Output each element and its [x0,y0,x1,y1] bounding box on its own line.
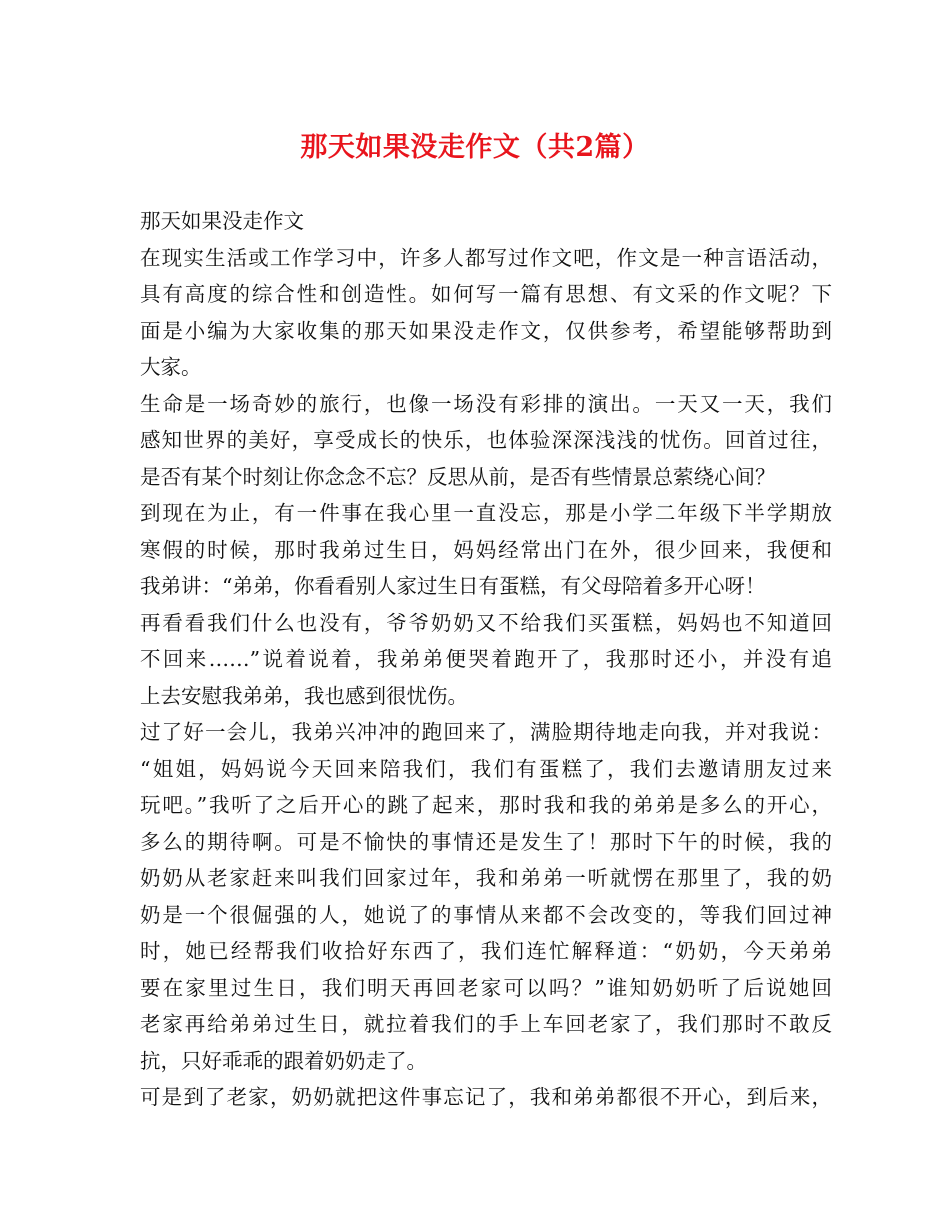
body-line: 过了好一会儿，我弟兴冲冲的跑回来了，满脸期待地走向我，并对我说： [140,720,832,744]
document-title: 那天如果没走作文（共2篇） [300,132,650,163]
body-line: 再看看我们什么也没有，爷爷奶奶又不给我们买蛋糕，妈妈也不知道回 [140,610,832,635]
body-line: 感知世界的美好，享受成长的快乐，也体验深深浅浅的忧伤。回首过往， [140,428,832,452]
body-line: 奶是一个很倔强的人，她说了的事情从来都不会改变的，等我们回过神 [140,902,832,927]
body-line: 玩吧。”我听了之后开心的跳了起来，那时我和我的弟弟是多么的开心， [140,793,832,817]
body-line: 要在家里过生日，我们明天再回老家可以吗？”谁知奶奶听了后说她回 [140,975,832,1000]
body-line: 奶奶从老家赶来叫我们回家过年，我和弟弟一听就愣在那里了，我的奶 [140,866,832,890]
body-line: 是否有某个时刻让你念念不忘？反思从前，是否有些情景总萦绕心间？ [140,464,776,489]
body-line: 寒假的时候，那时我弟过生日，妈妈经常出门在外，很少回来，我便和 [140,537,832,562]
body-line: 面是小编为大家收集的那天如果没走作文，仅供参考，希望能够帮助到 [140,318,832,343]
body-line: 具有高度的综合性和创造性。如何写一篇有思想、有文采的作文呢？下 [140,282,832,306]
body-line: 到现在为止，有一件事在我心里一直没忘，那是小学二年级下半学期放 [140,501,832,525]
body-line: 我弟讲：“弟弟，你看看别人家过生日有蛋糕，有父母陪着多开心呀！ [140,574,766,598]
body-line: 老家再给弟弟过生日，就拉着我们的手上车回老家了，我们那时不敢反 [140,1012,832,1036]
body-line: 多么的期待啊。可是不愉快的事情还是发生了！那时下午的时候，我的 [140,829,832,854]
subtitle-line: 那天如果没走作文 [140,209,304,233]
body-line: 抗，只好乖乖的跟着奶奶走了。 [140,1048,427,1073]
body-line: 上去安慰我弟弟，我也感到很忧伤。 [140,683,468,708]
body-line: 时，她已经帮我们收拾好东西了，我们连忙解释道：“奶奶，今天弟弟 [140,939,832,963]
body-line: 在现实生活或工作学习中，许多人都写过作文吧，作文是一种言语活动， [140,245,832,270]
body-line: 可是到了老家，奶奶就把这件事忘记了，我和弟弟都很不开心，到后来， [140,1085,832,1109]
body-line: 不回来……”说着说着，我弟弟便哭着跑开了，我那时还小，并没有追 [140,647,832,671]
body-line: “姐姐，妈妈说今天回来陪我们，我们有蛋糕了，我们去邀请朋友过来 [140,756,832,781]
document-body [140,203,832,1116]
body-line: 生命是一场奇妙的旅行，也像一场没有彩排的演出。一天又一天，我们 [140,391,832,416]
body-line: 大家。 [140,355,202,379]
